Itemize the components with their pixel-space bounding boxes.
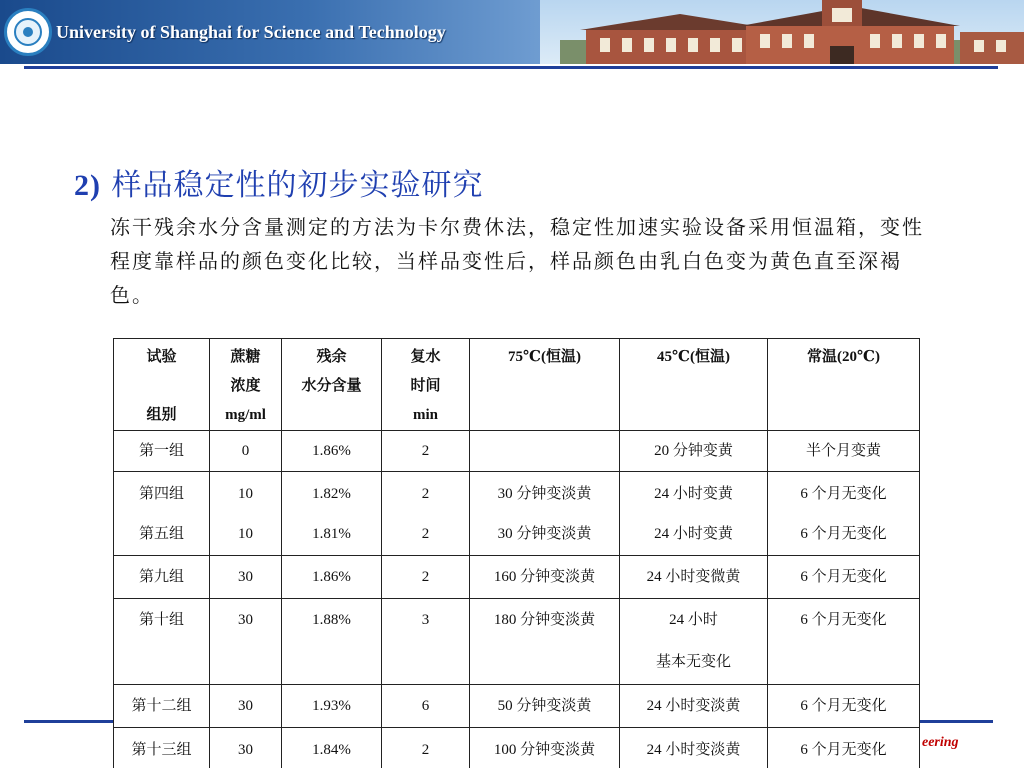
cell-75c: 50 分钟变淡黄 <box>470 685 620 728</box>
header-banner <box>0 0 1024 64</box>
header-group: 试验 组别 <box>114 339 210 431</box>
cell-moisture: 1.88% <box>282 599 382 685</box>
cell-moisture: 1.93% <box>282 685 382 728</box>
cell-moisture: 1.86% <box>282 556 382 599</box>
cell-time: 2 2 <box>382 472 470 556</box>
cell-room: 6 个月无变化 <box>768 599 920 685</box>
table-row <box>114 556 920 599</box>
cell-75c: 180 分钟变淡黄 <box>470 599 620 685</box>
header-divider <box>24 66 998 69</box>
header-room-temp: 常温(20℃) <box>768 339 920 431</box>
cell-group: 第十二组 <box>114 685 210 728</box>
cell-45c: 24 小时变淡黄 <box>620 685 768 728</box>
cell-moisture: 1.82% 1.81% <box>282 472 382 556</box>
cell-moisture: 1.84% <box>282 728 382 768</box>
cell-time: 2 <box>382 431 470 472</box>
cell-room: 6 个月无变化 <box>768 685 920 728</box>
cell-75c: 100 分钟变淡黄 <box>470 728 620 768</box>
cell-45c: 24 小时变淡黄 <box>620 728 768 768</box>
cell-group: 第十三组 <box>114 728 210 768</box>
cell-sucrose: 30 <box>210 599 282 685</box>
section-title <box>74 160 484 204</box>
cell-room: 半个月变黄 <box>768 431 920 472</box>
cell-group: 第十组 <box>114 599 210 685</box>
cell-75c: 160 分钟变淡黄 <box>470 556 620 599</box>
cell-moisture: 1.86% <box>282 431 382 472</box>
cell-room: 6 个月无变化 <box>768 728 920 768</box>
cell-room: 6 个月无变化 <box>768 556 920 599</box>
header-75c: 75℃(恒温) <box>470 339 620 431</box>
cell-75c <box>470 431 620 472</box>
cell-time: 2 <box>382 728 470 768</box>
footer-department-text: eering <box>922 735 959 750</box>
cell-45c: 24 小时变黄 24 小时变黄 <box>620 472 768 556</box>
university-logo <box>4 8 52 56</box>
cell-time: 3 <box>382 599 470 685</box>
table-row <box>114 472 920 556</box>
cell-room: 6 个月无变化 6 个月无变化 <box>768 472 920 556</box>
cell-sucrose: 10 10 <box>210 472 282 556</box>
section-title-text: 样品稳定性的初步实验研究 <box>111 168 484 203</box>
campus-building-image <box>560 0 1024 64</box>
cell-sucrose: 30 <box>210 556 282 599</box>
cell-75c: 30 分钟变淡黄 30 分钟变淡黄 <box>470 472 620 556</box>
cell-sucrose: 0 <box>210 431 282 472</box>
cell-sucrose: 30 <box>210 685 282 728</box>
table-row <box>114 728 920 768</box>
cell-group: 第一组 <box>114 431 210 472</box>
table-row <box>114 685 920 728</box>
cell-time: 2 <box>382 556 470 599</box>
table-row <box>114 431 920 472</box>
header-moisture: 残余 水分含量 <box>282 339 382 431</box>
cell-group: 第九组 <box>114 556 210 599</box>
header-rehydration: 复水 时间 min <box>382 339 470 431</box>
section-number: 2) <box>74 169 101 202</box>
section-paragraph: 冻干残余水分含量测定的方法为卡尔费休法，稳定性加速实验设备采用恒温箱，变性程度靠样品的颜色变化比较，当样品变性后，样品颜色由乳白色变为黄色直至深褐色。 <box>110 215 924 307</box>
header-sucrose: 蔗糖 浓度 mg/ml <box>210 339 282 431</box>
table-header-row <box>114 339 920 431</box>
cell-45c: 24 小时 基本无变化 <box>620 599 768 685</box>
footer-divider-left <box>24 720 114 723</box>
cell-time: 6 <box>382 685 470 728</box>
header-45c: 45℃(恒温) <box>620 339 768 431</box>
cell-sucrose: 30 <box>210 728 282 768</box>
cell-45c: 24 小时变微黄 <box>620 556 768 599</box>
stability-results-table <box>113 338 920 768</box>
university-name: University of Shanghai for Science and Technology <box>56 22 446 42</box>
table-row <box>114 599 920 685</box>
cell-45c: 20 分钟变黄 <box>620 431 768 472</box>
cell-group: 第四组 第五组 <box>114 472 210 556</box>
footer-divider-right <box>918 720 993 723</box>
